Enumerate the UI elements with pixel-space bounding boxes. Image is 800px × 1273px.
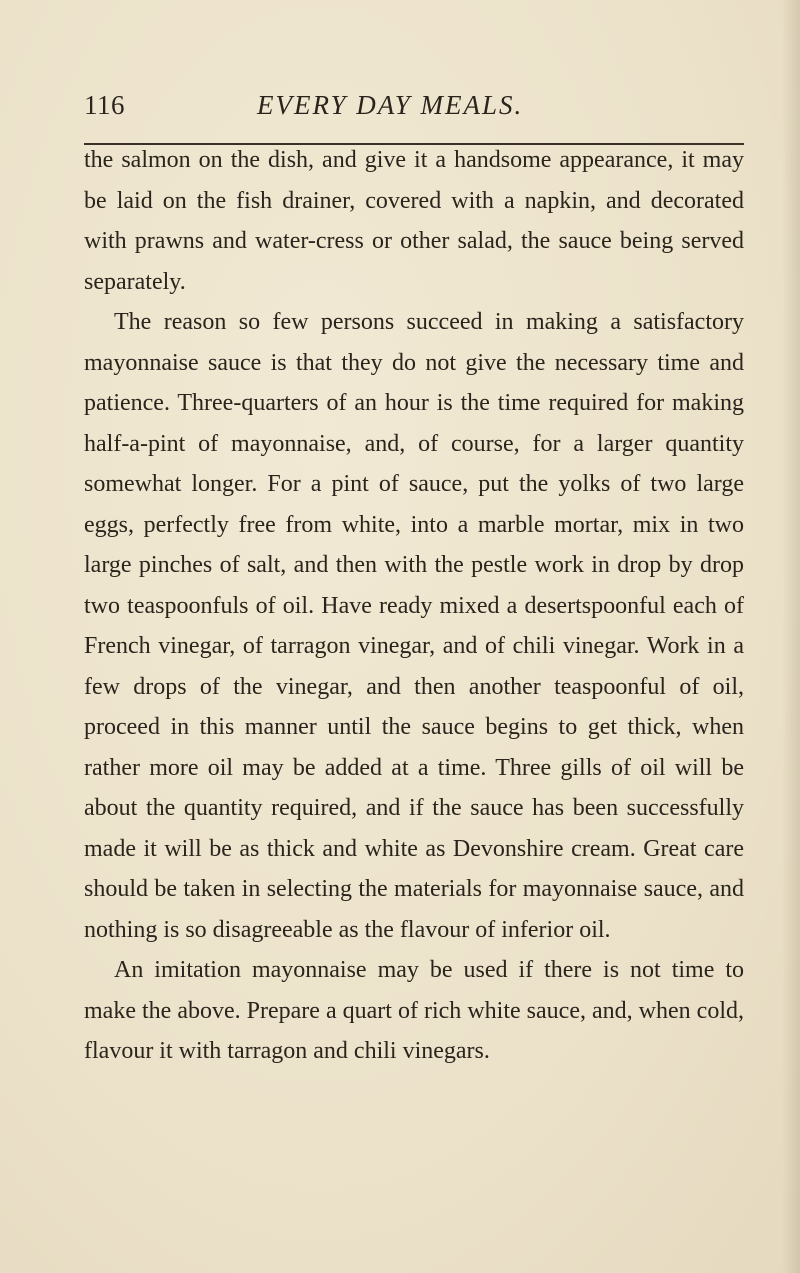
running-head <box>84 90 744 126</box>
paragraph-mayonnaise-method: The reason so few persons succeed in making a satisfactory mayonnaise sauce is that they do not give the necessary time and patience. Three-quarters of an hour is the time required for making half-a-pint of mayonnaise, and, of course, for a larger quantity somewhat longer. For a pint of sauce, put the yolks of two large eggs, perfectly free from white, into a marble mortar, mix in two large pinches of salt, and then with the pestle work in drop by drop two teaspoonfuls of oil. Have ready mixed a desertspoonful each of French vinegar, of tarragon vinegar, and of chili vinegar. Work in a few drops of the vinegar, and then another teaspoonful of oil, proceed in this manner until the sauce begins to get thick, when rather more oil may be added at a time. Three gills of oil will be about the quantity required, and if the sauce has been successfully made it will be as thick and white as Devonshire cream. Great care should be taken in selecting the materials for mayonnaise sauce, and nothing is so disagreeable as the flavour of inferior oil. <box>84 309 744 943</box>
page-edge-shadow <box>782 0 800 1273</box>
body-text <box>84 140 744 1072</box>
paragraph-continuation: the salmon on the dish, and give it a handsome appearance, it may be laid on the fish drainer, covered with a napkin, and decorated with prawns and water-cress or other salad, the sauce being served separately. <box>84 147 744 295</box>
running-title: EVERY DAY MEALS. <box>257 90 524 120</box>
paragraph-imitation-mayonnaise: An imitation mayonnaise may be used if there is not time to make the above. Prepare a quart of rich white sauce, and, when cold, flavour it with tarragon and chili vinegars. <box>84 957 744 1064</box>
page-number: 116 <box>84 90 125 120</box>
